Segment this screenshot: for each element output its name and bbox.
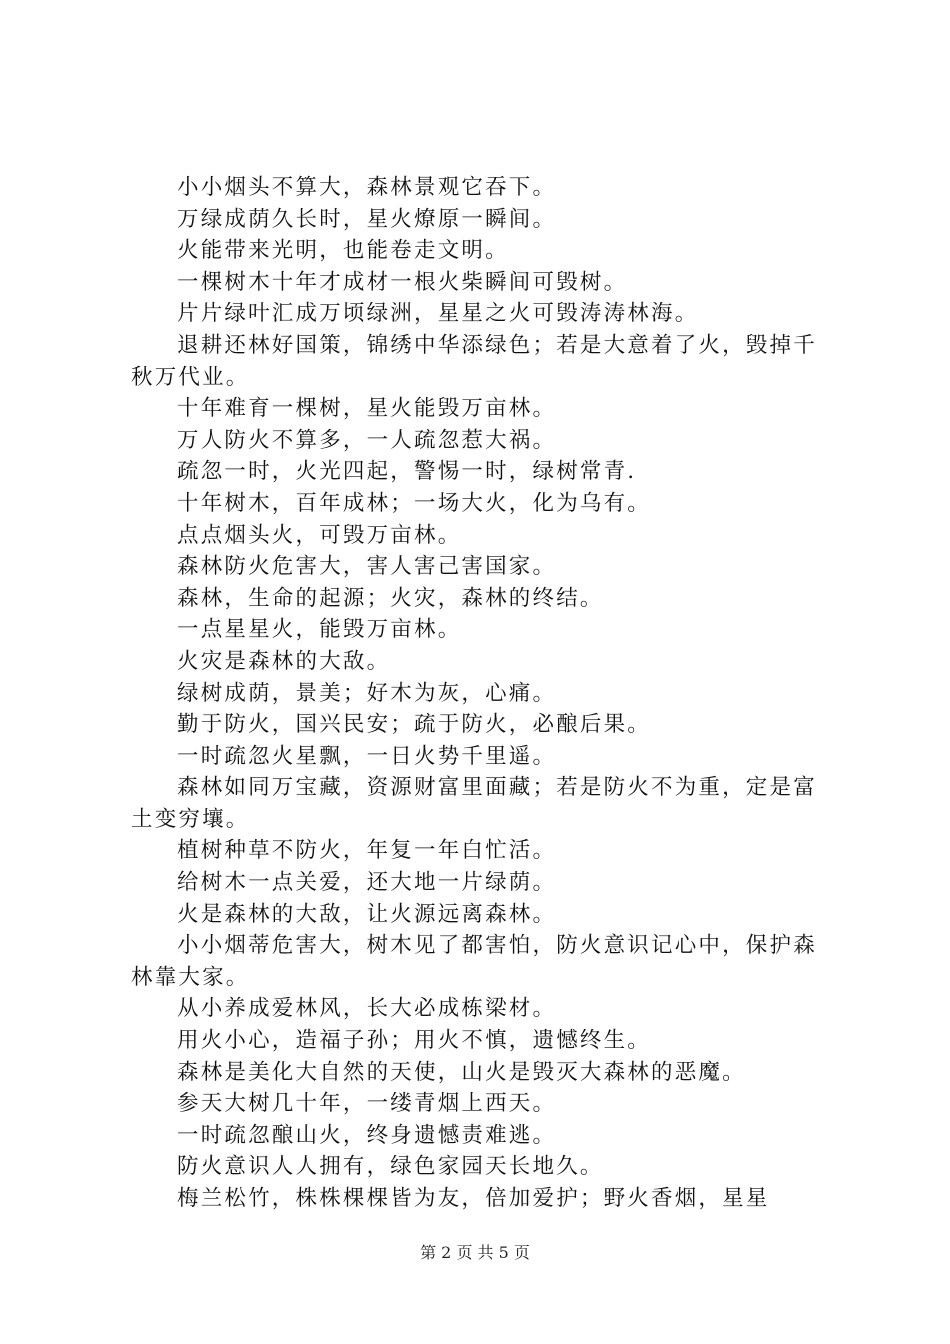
paragraph: 勤于防火，国兴民安；疏于防火，必酿后果。 — [177, 712, 652, 738]
paragraph: 防火意识人人拥有，绿色家园天长地久。 — [177, 1154, 604, 1180]
paragraph: 植树种草不防火，年复一年白忙活。 — [177, 838, 557, 864]
paragraph: 万绿成荫久长时，星火燎原一瞬间。 — [177, 206, 557, 232]
paragraph: 森林如同万宝藏，资源财富里面藏；若是防火不为重，定是富土变穷壤。 — [131, 775, 817, 832]
paragraph: 一棵树木十年才成材一根火柴瞬间可毁树。 — [177, 269, 628, 295]
paragraph: 参天大树几十年，一缕青烟上西天。 — [177, 1091, 557, 1117]
paragraph: 退耕还林好国策，锦绣中华添绿色；若是大意着了火，毁掉千秋万代业。 — [131, 332, 817, 390]
paragraph: 疏忽一时，火光四起，警惕一时，绿树常青. — [177, 459, 637, 485]
paragraph: 梅兰松竹，株株棵棵皆为友，倍加爱护；野火香烟，星星 — [177, 1186, 770, 1211]
paragraph: 森林防火危害大，害人害己害国家。 — [177, 554, 557, 580]
paragraph: 万人防火不算多，一人疏忽惹大祸。 — [177, 427, 557, 453]
paragraph: 火是森林的大敌，让火源远离森林。 — [177, 901, 557, 927]
paragraph: 绿树成荫，景美；好木为灰，心痛。 — [177, 680, 557, 706]
paragraph: 火灾是森林的大敌。 — [177, 648, 391, 674]
page-number-label: 第 2 页 共 5 页 — [420, 1243, 530, 1262]
paragraph: 森林，生命的起源；火灾，森林的终结。 — [177, 585, 604, 611]
paragraph: 点点烟头火，可毁万亩林。 — [177, 522, 462, 548]
paragraph: 小小烟头不算大，森林景观它吞下。 — [177, 175, 557, 200]
paragraph: 十年树木，百年成林；一场大火，化为乌有。 — [177, 490, 652, 516]
paragraph: 片片绿叶汇成万顷绿洲，星星之火可毁涛涛林海。 — [177, 301, 699, 327]
paragraph: 一点星星火，能毁万亩林。 — [177, 617, 462, 643]
paragraph: 从小养成爱林风，长大必成栋梁材。 — [177, 996, 557, 1022]
page-footer — [0, 1242, 950, 1264]
paragraph: 十年难育一棵树，星火能毁万亩林。 — [177, 396, 557, 422]
paragraph: 火能带来光明，也能卷走文明。 — [177, 238, 509, 264]
paragraph: 给树木一点关爱，还大地一片绿荫。 — [177, 870, 557, 896]
paragraph: 小小烟蒂危害大，树木见了都害怕，防火意识记心中，保护森林靠大家。 — [131, 933, 817, 990]
document-body — [131, 172, 836, 1215]
paragraph: 森林是美化大自然的天使，山火是毁灭大森林的恶魔。 — [177, 1059, 746, 1085]
paragraph: 一时疏忽火星飘，一日火势千里遥。 — [177, 743, 557, 769]
paragraph: 一时疏忽酿山火，终身遗憾责难逃。 — [177, 1122, 557, 1148]
paragraph: 用火小心，造福子孙；用火不慎，遗憾终生。 — [177, 1028, 652, 1054]
